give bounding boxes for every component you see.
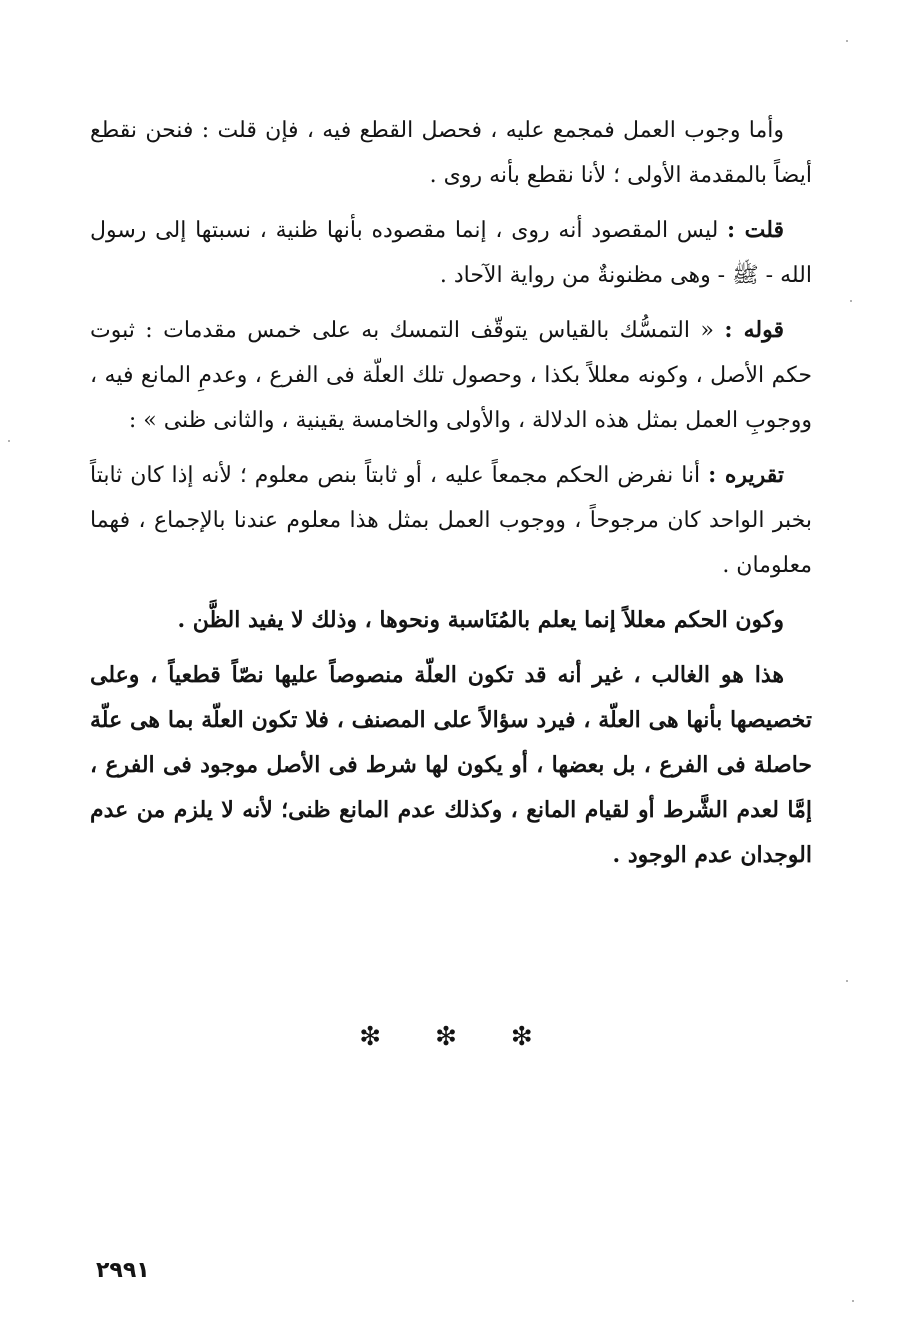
paragraph-text: ليس المقصود أنه روى ، إنما مقصوده بأنها ظنية ، نسبتها إلى رسول الله - ﷺ - وهى مظنونةٌ من رواية الآحاد . [90, 218, 812, 288]
paragraph-2 [90, 208, 812, 298]
scan-speck [8, 440, 10, 442]
paragraph-1 [90, 108, 812, 198]
paragraph-text: « التمسُّك بالقياس يتوقّف التمسك به على خمس مقدمات : ثبوت حكم الأصل ، وكونه معللاً بكذا ، وحصول تلك العلّة فى الفرع ، وعدمِ المانع فيه ، ووجوبِ العمل بمثل هذه الدلالة ، والأولى والخامسة يقينية ، والثانى ظنى » : [90, 318, 812, 433]
asterism-icon: ❇ [359, 1022, 412, 1052]
page-number: ٢٩٩١ [96, 1258, 150, 1283]
paragraph-5 [90, 598, 812, 643]
paragraph-lead: قوله : [724, 317, 784, 343]
paragraph-text: وأما وجوب العمل فمجمع عليه ، فحصل القطع فيه ، فإن قلت : فنحن نقطع أيضاً بالمقدمة الأولى ؛ لأنا نقطع بأنه روى . [90, 118, 812, 188]
paragraph-4 [90, 453, 812, 588]
section-end-ornaments [0, 1022, 922, 1052]
scan-speck [852, 1300, 854, 1302]
scan-speck [846, 980, 848, 982]
paragraph-lead: قلت : [727, 217, 784, 243]
asterism-icon: ❇ [435, 1022, 487, 1052]
paragraph-text: هذا هو الغالب ، غير أنه قد تكون العلّة منصوصاً عليها نصّاً قطعياً ، وعلى تخصيصها بأنها هى العلّة ، فيرد سؤالاً على المصنف ، فلا تكون العلّة بما هى علّة حاصلة فى الفرع ، بل بعضها ، أو يكون لها شرط فى الأصل موجود فى الفرع ، إمَّا لعدم الشَّرط أو لقيام المانع ، وكذلك عدم المانع ظنى؛ لأنه لا يلزم من عدم الوجدان عدم الوجود . [90, 662, 812, 868]
scan-speck [850, 300, 852, 302]
paragraph-text: وكون الحكم معللاً إنما يعلم بالمُنَاسبة ونحوها ، وذلك لا يفيد الظَّن . [177, 607, 784, 633]
scan-speck [846, 40, 848, 42]
paragraph-6 [90, 653, 812, 878]
page-body-text [90, 108, 812, 888]
paragraph-text: أنا نفرض الحكم مجمعاً عليه ، أو ثابتاً بنص معلوم ؛ لأنه إذا كان ثابتاً بخبر الواحد كان مرجوحاً ، ووجوب العمل بمثل هذا معلوم عندنا بالإجماع ، فهما معلومان . [90, 463, 812, 578]
asterism-icon: ❇ [510, 1022, 563, 1052]
paragraph-lead: تقريره : [708, 462, 785, 488]
paragraph-3 [90, 308, 812, 443]
